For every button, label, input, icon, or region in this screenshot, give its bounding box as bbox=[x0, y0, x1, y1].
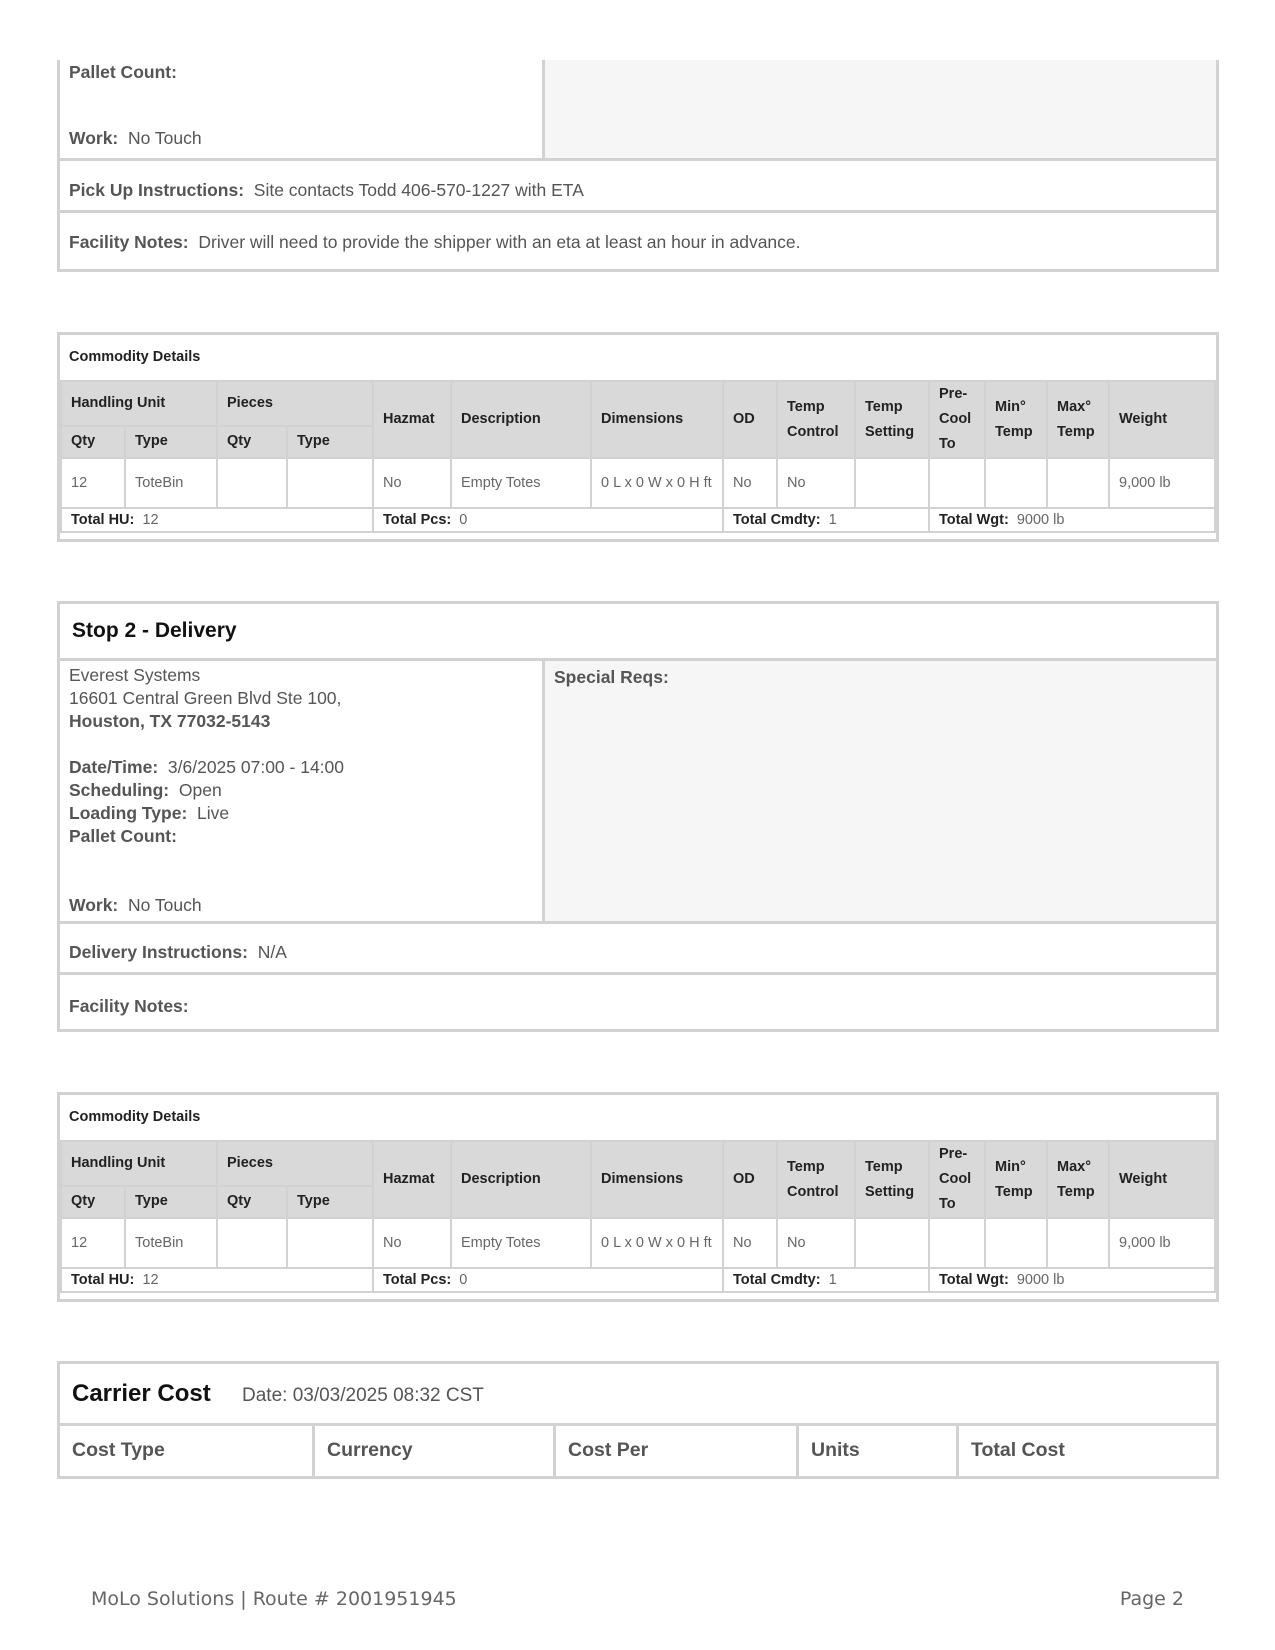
footer-route: MoLo Solutions | Route # 2001951945 bbox=[91, 1588, 457, 1610]
stop-2-header bbox=[60, 604, 1216, 661]
total-wgt: Total Wgt: 9000 lb bbox=[929, 508, 1215, 532]
pickup-instructions-value: Site contacts Todd 406-570-1227 with ETA bbox=[253, 180, 584, 200]
total-cmdty: Total Cmdty: 1 bbox=[723, 508, 929, 532]
table-row bbox=[61, 458, 1215, 508]
pc-qty-cell bbox=[217, 1218, 287, 1268]
weight-cell: 9,000 lb bbox=[1109, 458, 1215, 508]
stop-2-title: Stop 2 - Delivery bbox=[72, 619, 237, 642]
loading-type-field: Loading Type: Live bbox=[69, 803, 230, 823]
hu-qty-header: Qty bbox=[61, 426, 125, 458]
total-cost-header: Total Cost bbox=[971, 1439, 1065, 1461]
divider bbox=[60, 972, 1216, 975]
hu-qty-header: Qty bbox=[61, 1186, 125, 1218]
stop-2-delivery bbox=[57, 601, 1219, 1032]
description-header: Description bbox=[451, 381, 591, 458]
facility-notes-label: Facility Notes: bbox=[69, 232, 189, 252]
carrier-cost-date: Date: 03/03/2025 08:32 CST bbox=[242, 1385, 484, 1406]
od-header: OD bbox=[723, 1141, 777, 1218]
pc-type-header: Type bbox=[287, 426, 373, 458]
dimensions-cell: 0 L x 0 W x 0 H ft bbox=[591, 458, 723, 508]
temp-setting-cell bbox=[855, 458, 929, 508]
stop-1-info-row bbox=[60, 60, 1216, 161]
max-temp-header: Max° Temp bbox=[1047, 1141, 1109, 1218]
temp-control-header: Temp Control bbox=[777, 1141, 855, 1218]
min-temp-header: Min° Temp bbox=[985, 1141, 1047, 1218]
min-temp-header: Min° Temp bbox=[985, 381, 1047, 458]
min-temp-cell bbox=[985, 458, 1047, 508]
hazmat-header: Hazmat bbox=[373, 381, 451, 458]
pc-type-cell bbox=[287, 458, 373, 508]
facility-notes-label: Facility Notes: bbox=[69, 996, 189, 1016]
carrier-cost-title: Carrier Cost bbox=[72, 1380, 211, 1407]
max-temp-header: Max° Temp bbox=[1047, 381, 1109, 458]
special-reqs-panel bbox=[545, 661, 1216, 921]
pc-type-cell bbox=[287, 1218, 373, 1268]
hu-type-cell: ToteBin bbox=[125, 458, 217, 508]
od-cell: No bbox=[723, 458, 777, 508]
pieces-header: Pieces bbox=[217, 1141, 373, 1186]
stop-1-special-reqs-panel bbox=[545, 60, 1216, 158]
od-header: OD bbox=[723, 381, 777, 458]
delivery-instructions: Delivery Instructions: N/A bbox=[69, 942, 287, 962]
temp-control-cell: No bbox=[777, 458, 855, 508]
temp-setting-header: Temp Setting bbox=[855, 381, 929, 458]
cost-type-header: Cost Type bbox=[60, 1426, 315, 1476]
table-row bbox=[61, 1218, 1215, 1268]
work-field: Work: No Touch bbox=[69, 895, 202, 915]
footer-page-number: Page 2 bbox=[1119, 1588, 1184, 1610]
commodity-details-title: Commodity Details bbox=[69, 1109, 201, 1125]
carrier-cost-columns bbox=[60, 1426, 1216, 1476]
units-header: Units bbox=[799, 1426, 959, 1476]
weight-cell: 9,000 lb bbox=[1109, 1218, 1215, 1268]
facility-notes-value: Driver will need to provide the shipper with an eta at least an hour in advance. bbox=[198, 232, 801, 252]
work-field bbox=[69, 128, 202, 149]
max-temp-cell bbox=[1047, 1218, 1109, 1268]
hazmat-header: Hazmat bbox=[373, 1141, 451, 1218]
hazmat-cell: No bbox=[373, 1218, 451, 1268]
commodity-details-title: Commodity Details bbox=[69, 349, 201, 365]
temp-setting-cell bbox=[855, 1218, 929, 1268]
description-header: Description bbox=[451, 1141, 591, 1218]
work-label: Work: bbox=[69, 128, 119, 148]
temp-setting-header: Temp Setting bbox=[855, 1141, 929, 1218]
cost-per-header: Cost Per bbox=[556, 1426, 799, 1476]
min-temp-cell bbox=[985, 1218, 1047, 1268]
pieces-header: Pieces bbox=[217, 381, 373, 426]
scheduling-field: Scheduling: Open bbox=[69, 780, 222, 800]
city-state-zip: Houston, TX 77032-5143 bbox=[69, 711, 271, 731]
stop-1-details-continued bbox=[57, 60, 1219, 272]
currency-header: Currency bbox=[315, 1426, 556, 1476]
handling-unit-header: Handling Unit bbox=[61, 381, 217, 426]
facility-notes bbox=[69, 232, 801, 253]
dimensions-cell: 0 L x 0 W x 0 H ft bbox=[591, 1218, 723, 1268]
weight-header: Weight bbox=[1109, 381, 1215, 458]
hu-qty-cell: 12 bbox=[61, 1218, 125, 1268]
carrier-cost-header bbox=[60, 1364, 1216, 1426]
pc-qty-header: Qty bbox=[217, 1186, 287, 1218]
stop-2-info-row bbox=[60, 661, 1216, 924]
totals-row bbox=[61, 1268, 1215, 1292]
hu-type-cell: ToteBin bbox=[125, 1218, 217, 1268]
total-hu: Total HU: 12 bbox=[61, 1268, 373, 1292]
total-pcs: Total Pcs: 0 bbox=[373, 508, 723, 532]
hazmat-cell: No bbox=[373, 458, 451, 508]
description-cell: Empty Totes bbox=[451, 458, 591, 508]
totals-row bbox=[61, 508, 1215, 532]
special-reqs-label: Special Reqs: bbox=[554, 667, 669, 687]
precool-cell bbox=[929, 1218, 985, 1268]
total-cmdty: Total Cmdty: 1 bbox=[723, 1268, 929, 1292]
company-name: Everest Systems bbox=[69, 665, 201, 685]
commodity-table bbox=[60, 380, 1216, 533]
total-wgt: Total Wgt: 9000 lb bbox=[929, 1268, 1215, 1292]
work-value: No Touch bbox=[128, 128, 202, 148]
precool-header: Pre-Cool To bbox=[929, 1141, 985, 1218]
commodity-details-stop-1 bbox=[57, 332, 1219, 542]
precool-header: Pre-Cool To bbox=[929, 381, 985, 458]
weight-header: Weight bbox=[1109, 1141, 1215, 1218]
precool-cell bbox=[929, 458, 985, 508]
pc-type-header: Type bbox=[287, 1186, 373, 1218]
pc-qty-cell bbox=[217, 458, 287, 508]
hu-qty-cell: 12 bbox=[61, 458, 125, 508]
handling-unit-header: Handling Unit bbox=[61, 1141, 217, 1186]
commodity-table bbox=[60, 1140, 1216, 1293]
od-cell: No bbox=[723, 1218, 777, 1268]
street-address: 16601 Central Green Blvd Ste 100, bbox=[69, 688, 342, 708]
pc-qty-header: Qty bbox=[217, 426, 287, 458]
hu-type-header: Type bbox=[125, 426, 217, 458]
total-pcs: Total Pcs: 0 bbox=[373, 1268, 723, 1292]
pickup-instructions-label: Pick Up Instructions: bbox=[69, 180, 245, 200]
hu-type-header: Type bbox=[125, 1186, 217, 1218]
temp-control-cell: No bbox=[777, 1218, 855, 1268]
temp-control-header: Temp Control bbox=[777, 381, 855, 458]
total-hu: Total HU: 12 bbox=[61, 508, 373, 532]
dimensions-header: Dimensions bbox=[591, 381, 723, 458]
stop-2-info-left bbox=[60, 661, 545, 921]
dimensions-header: Dimensions bbox=[591, 1141, 723, 1218]
stop-1-info-left bbox=[60, 60, 545, 158]
pickup-instructions bbox=[69, 180, 584, 201]
carrier-cost bbox=[57, 1361, 1219, 1479]
pallet-count-label: Pallet Count: bbox=[69, 62, 177, 82]
max-temp-cell bbox=[1047, 458, 1109, 508]
datetime-field: Date/Time: 3/6/2025 07:00 - 14:00 bbox=[69, 757, 345, 777]
description-cell: Empty Totes bbox=[451, 1218, 591, 1268]
pallet-count-label: Pallet Count: bbox=[69, 826, 177, 846]
divider bbox=[60, 210, 1216, 213]
commodity-details-stop-2 bbox=[57, 1092, 1219, 1302]
